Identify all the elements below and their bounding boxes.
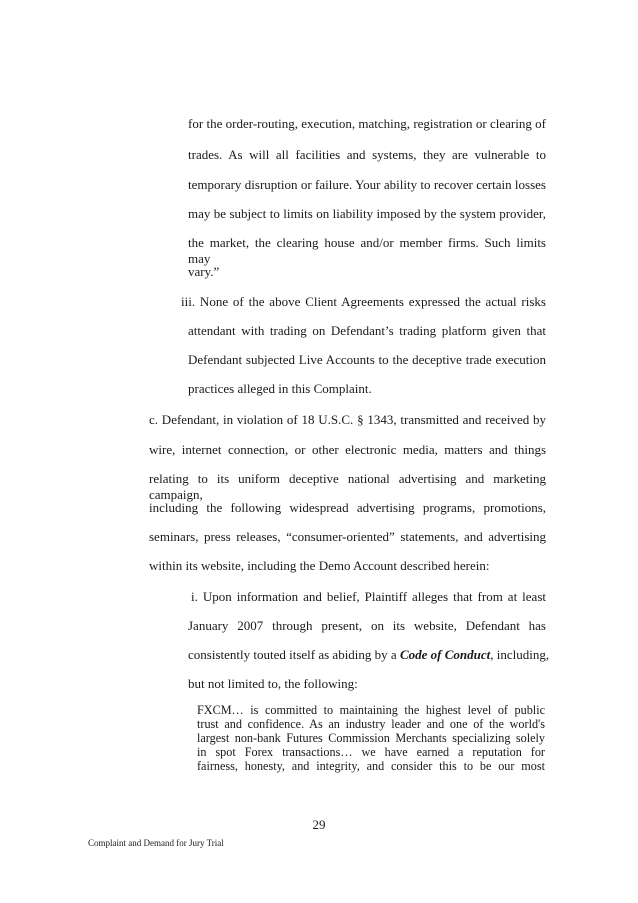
body-line: vary.” [188,264,220,279]
block-quote-line: fairness, honesty, and integrity, and consider this to be our most [197,759,545,773]
block-quote-line: FXCM… is committed to maintaining the highest level of public [197,703,545,717]
body-line: seminars, press releases, “consumer-oriented” statements, and advertising [149,529,546,544]
body-line: attendant with trading on Defendant’s trading platform given that [188,323,546,338]
body-line: for the order-routing, execution, matching, registration or clearing of [188,116,546,131]
body-line: January 2007 through present, on its website, Defendant has [188,618,546,633]
footer-title: Complaint and Demand for Jury Trial [88,838,224,848]
body-line: within its website, including the Demo Account described herein: [149,558,490,573]
body-line: the market, the clearing house and/or member firms. Such limits may [188,235,546,266]
body-line: including the following widespread advertising programs, promotions, [149,500,546,515]
body-line-code-of-conduct [188,647,550,663]
body-line: may be subject to limits on liability imposed by the system provider, [188,206,546,221]
body-line: relating to its uniform deceptive national advertising and marketing campaign, [149,471,546,502]
block-quote-line: in spot Forex transactions… we have earned a reputation for [197,745,545,759]
block-quote-line: largest non-bank Futures Commission Merchants specializing solely [197,731,545,745]
body-text: , including, [490,647,550,662]
body-text: consistently touted itself as abiding by a [188,647,400,662]
body-line: trades. As will all facilities and systems, they are vulnerable to [188,147,546,162]
list-item-iii: iii. None of the above Client Agreements expressed the actual risks [181,294,546,309]
body-line: temporary disruption or failure. Your ability to recover certain losses [188,177,546,192]
body-line: practices alleged in this Complaint. [188,381,372,396]
block-quote-line: trust and confidence. As an industry leader and one of the world's [197,717,545,731]
page-number: 29 [312,817,326,832]
list-item-i: i. Upon information and belief, Plaintiff alleges that from at least [191,589,546,604]
body-line: but not limited to, the following: [188,676,358,691]
code-of-conduct-emphasis: Code of Conduct [399,647,491,662]
body-line: wire, internet connection, or other electronic media, matters and things [149,442,546,457]
list-item-c: c. Defendant, in violation of 18 U.S.C. § 1343, transmitted and received by [149,412,546,427]
body-line: Defendant subjected Live Accounts to the deceptive trade execution [188,352,546,367]
